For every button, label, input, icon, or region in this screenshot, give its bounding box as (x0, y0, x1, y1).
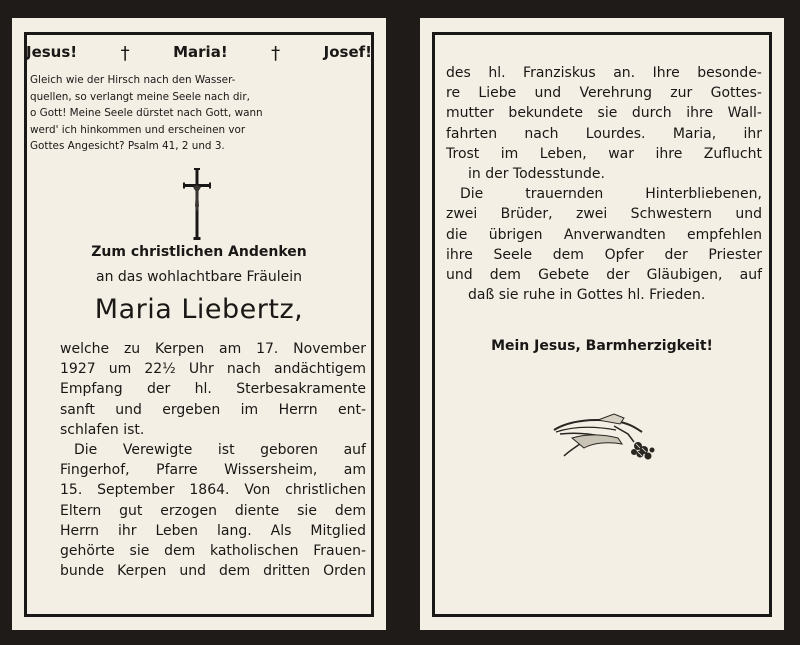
body-line: 1927 um 22½ Uhr nach andächtigem (60, 361, 366, 378)
cross-glyph-2: † (271, 43, 281, 64)
body-line: re Liebe und Verehrung zur Gottes- (446, 85, 762, 102)
body-line: Die trauernden Hinterbliebenen, (460, 186, 762, 203)
body-line: mutter bekundete sie durch ihre Wall- (446, 105, 762, 122)
psalm-line: Gleich wie der Hirsch nach den Wasser- (30, 74, 236, 86)
prayer-card-left-page (12, 18, 386, 630)
psalm-line: quellen, so verlangt meine Seele nach dir, (30, 90, 250, 103)
body-line: und dem Gebete der Gläubigen, auf (446, 267, 762, 284)
prayer-card-right-page (420, 18, 784, 630)
body-line: Trost im Leben, war ihre Zuflucht (446, 145, 762, 162)
psalm-line: werd' ich hinkommen und erscheinen vor (30, 123, 246, 136)
body-line: daß sie ruhe in Gottes hl. Frieden. (468, 287, 706, 304)
body-line: schlafen ist. (60, 421, 145, 438)
psalm-line: o Gott! Meine Seele dürstet nach Gott, wann (30, 107, 263, 119)
psalm-quote (30, 72, 364, 155)
deceased-name: Maria Liebertz, (94, 294, 304, 325)
body-line: sanft und ergeben im Herrn ent- (60, 401, 366, 418)
right-body-text (446, 63, 762, 305)
left-body-text (60, 339, 366, 581)
crucifix-icon (182, 168, 212, 240)
invocation-josef: Josef! (323, 43, 372, 61)
body-line: bunde Kerpen und dem dritten Orden (60, 563, 366, 580)
psalm-line: Gottes Angesicht? Psalm 41, 2 und 3. (30, 140, 225, 152)
invocation-maria: Maria! (173, 43, 228, 61)
body-line: ihre Seele dem Opfer der Priester (446, 246, 762, 263)
body-line: Empfang der hl. Sterbesakramente (60, 381, 366, 398)
cross-glyph-1: † (120, 43, 130, 64)
body-line: welche zu Kerpen am 17. November (60, 341, 366, 357)
body-line: Eltern gut erzogen diente sie dem (60, 502, 366, 519)
body-line: Die Verewigte ist geboren auf (74, 442, 366, 459)
closing-prayer: Mein Jesus, Barmherzigkeit! (491, 338, 713, 354)
invocation-line (26, 43, 372, 64)
body-line: zwei Brüder, zwei Schwestern und (446, 206, 762, 223)
body-line: 15. September 1864. Von christlichen (60, 482, 366, 499)
invocation-jesus: Jesus! (26, 43, 78, 61)
memorial-heading: Zum christlichen Andenken (91, 244, 307, 260)
body-line: Fingerhof, Pfarre Wissersheim, am (60, 462, 366, 479)
body-line: Herrn ihr Leben lang. Als Mitglied (60, 522, 366, 539)
palm-branch-icon (550, 410, 662, 464)
memorial-subheading: an das wohlachtbare Fräulein (95, 269, 302, 285)
body-line: gehörte sie dem katholischen Frauen- (60, 543, 366, 560)
body-line: in der Todesstunde. (468, 166, 605, 183)
body-line: des hl. Franziskus an. Ihre besonde- (446, 65, 762, 81)
body-line: die übrigen Anverwandten empfehlen (446, 226, 762, 243)
body-line: fahrten nach Lourdes. Maria, ihr (446, 125, 762, 142)
